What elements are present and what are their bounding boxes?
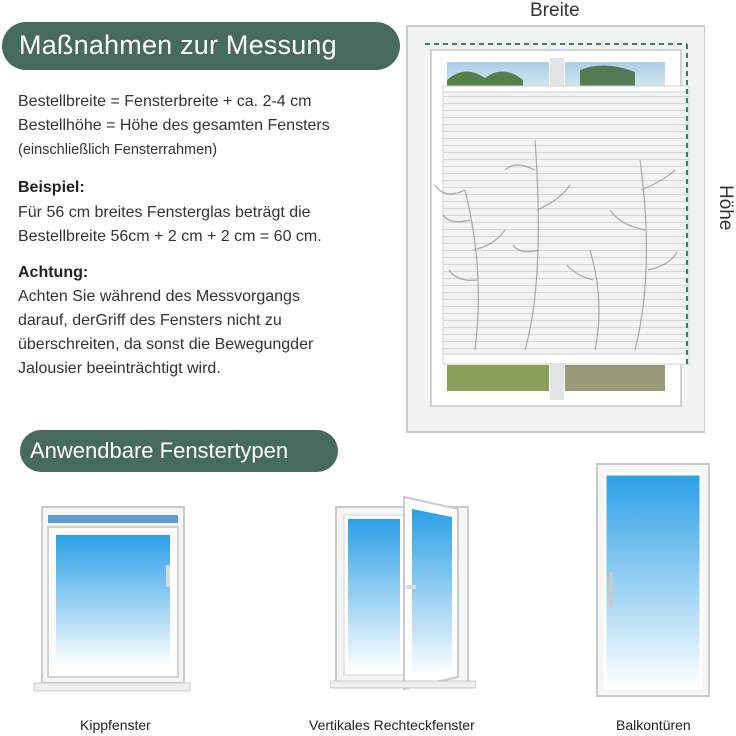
example-line-1: Für 56 cm breites Fensterglas beträgt die: [18, 204, 311, 221]
balcony-door-illustration: [595, 462, 711, 698]
caption-tilt-window: Kippfenster: [80, 717, 151, 733]
window-types-badge: [20, 430, 338, 472]
warning-line-2: darauf, derGriff des Fensters nicht zu: [18, 312, 282, 329]
bottom-right-pane: [565, 365, 665, 391]
caption-balcony-door: Balkontüren: [616, 717, 691, 733]
warning-line-4: Jalousier beeinträchtigt wird.: [18, 360, 221, 377]
warning-line-1: Achten Sie während des Messvorgangs: [18, 288, 300, 305]
bottom-left-pane: [447, 365, 549, 391]
window-types-title: Anwendbare Fenstertypen: [30, 438, 289, 463]
title-badge: [2, 22, 400, 70]
example-heading: Beispiel:: [18, 179, 85, 196]
window-blind-diagram: [405, 20, 705, 434]
caption-casement-window: Vertikales Rechteckfenster: [309, 717, 475, 733]
warning-heading: Achtung:: [18, 264, 89, 281]
formula-note: (einschließlich Fensterrahmen): [18, 142, 218, 158]
formula-height: Bestellhöhe = Höhe des gesamten Fensters: [18, 117, 330, 134]
page-title: Maßnahmen zur Messung: [19, 30, 337, 60]
example-line-2: Bestellbreite 56cm + 2 cm + 2 cm = 60 cm.: [18, 228, 322, 245]
casement-window-illustration: [330, 495, 476, 695]
formula-width: Bestellbreite = Fensterbreite + ca. 2-4 cm: [18, 93, 312, 110]
height-label: Höhe: [715, 185, 736, 231]
pleated-blind: [443, 88, 689, 364]
warning-line-3: überschreiten, da sonst die Bewegungder: [18, 336, 314, 353]
tilt-window-illustration: [30, 505, 192, 695]
width-label: Breite: [530, 0, 580, 21]
